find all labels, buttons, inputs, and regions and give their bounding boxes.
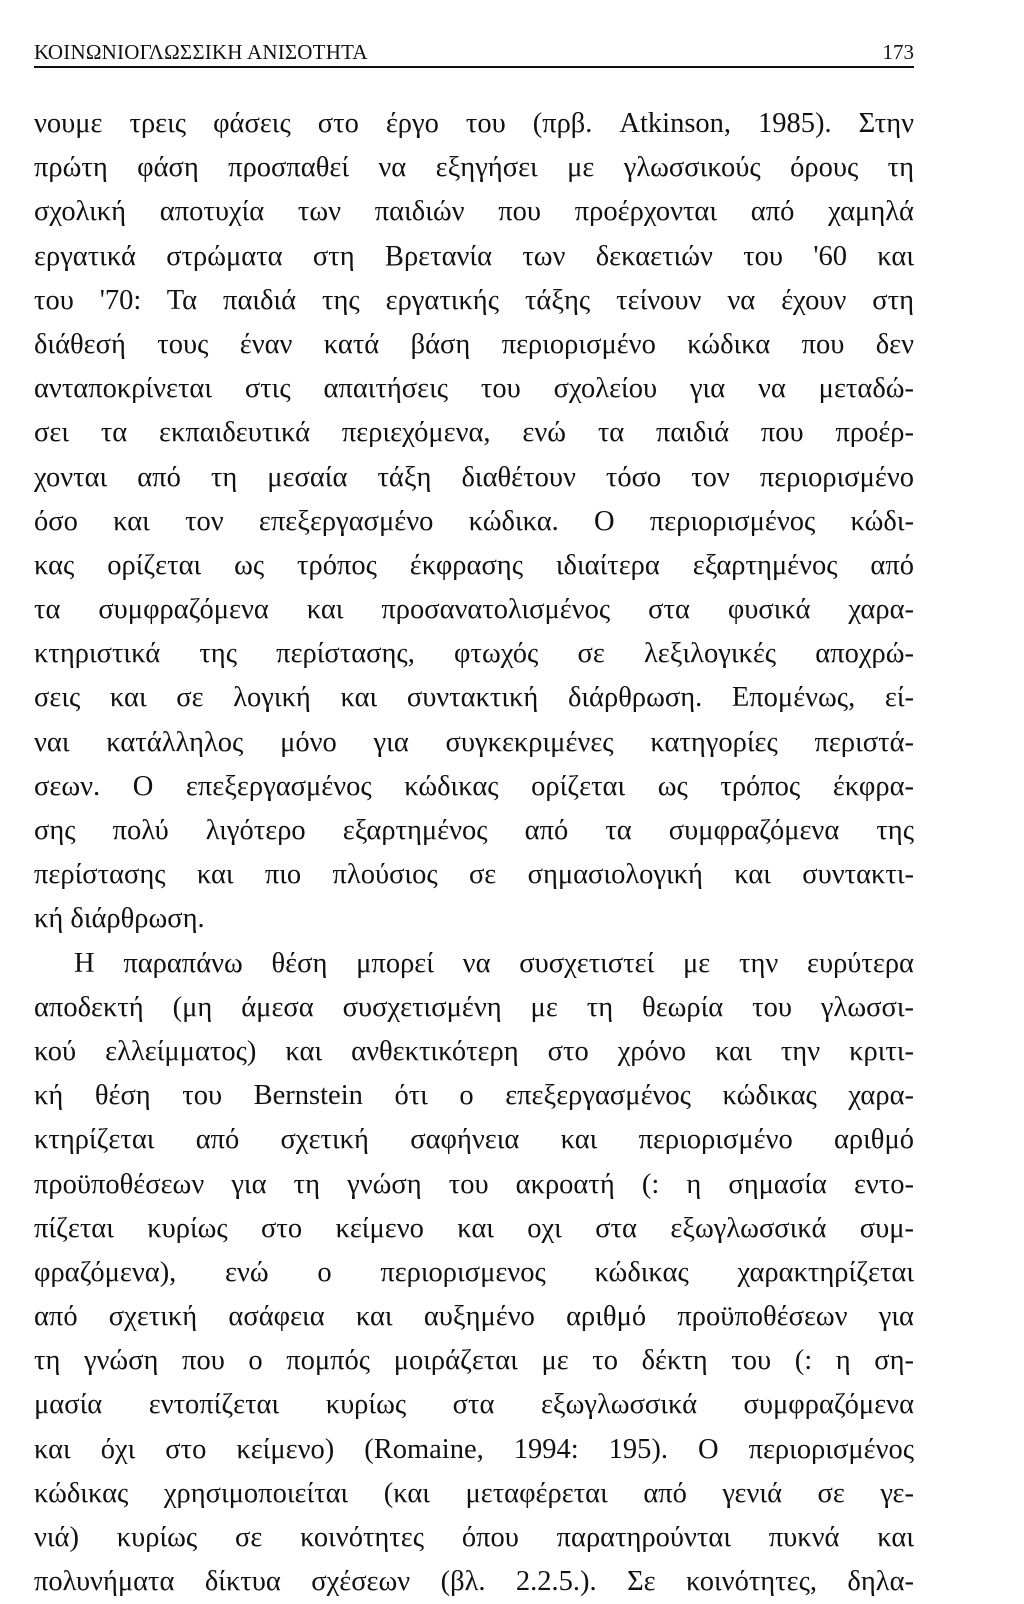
text-line: κτηριστικά της περίστασης, φτωχός σε λεξιλογικές αποχρώ-	[34, 638, 914, 670]
text-line: προϋποθέσεων για τη γνώση του ακροατή (: η σημασία εντο-	[34, 1168, 914, 1200]
text-line: αποδεκτή (μη άμεσα συσχετισμένη με τη θεωρία του γλωσσι-	[34, 991, 914, 1023]
running-header	[34, 0, 914, 68]
text-line: κή θέση του Bernstein ότι ο επεξεργασμένος κώδικας χαρα-	[34, 1080, 914, 1112]
page-number: 173	[882, 40, 914, 64]
text-line: από σχετική ασάφεια και αυξημένο αριθμό προϋποθέσεων για	[34, 1301, 914, 1333]
text-line: κτηρίζεται από σχετική σαφήνεια και περιορισμένο αριθμό	[34, 1124, 914, 1156]
text-line: τα συμφραζόμενα και προσανατολισμένος στα φυσικά χαρα-	[34, 594, 914, 626]
text-line: νιά) κυρίως σε κοινότητες όπου παρατηρούνται πυκνά και	[34, 1522, 914, 1553]
text-line: ανταποκρίνεται στις απαιτήσεις του σχολείου για να μεταδώ-	[34, 373, 914, 405]
text-line: εργατικά στρώματα στη Βρετανία των δεκαετιών του '60 και	[34, 240, 914, 272]
running-header-title: ΚΟΙΝΩΝΙΟΓΛΩΣΣΙΚΗ ΑΝΙΣΟΤΗΤΑ	[34, 40, 368, 64]
text-line: πρώτη φάση προσπαθεί να εξηγήσει με γλωσσικούς όρους τη	[34, 152, 914, 184]
text-line: του '70: Τα παιδιά της εργατικής τάξης τείνουν να έχουν στη	[34, 284, 914, 316]
text-line-paragraph-end: κή διάρθρωση.	[34, 903, 205, 935]
text-line: μασία εντοπίζεται κυρίως στα εξωγλωσσικά συμφραζόμενα	[34, 1389, 914, 1421]
text-line: όσο και τον επεξεργασμένο κώδικα. Ο περιορισμένος κώδι-	[34, 505, 914, 537]
text-line: διάθεσή τους έναν κατά βάση περιορισμένο κώδικα που δεν	[34, 328, 914, 360]
text-line: σχολική αποτυχία των παιδιών που προέρχονται από χαμηλά	[34, 196, 914, 228]
text-line: χονται από τη μεσαία τάξη διαθέτουν τόσο τον περιορισμένο	[34, 461, 914, 493]
book-page	[34, 0, 914, 1604]
text-line: κώδικας χρησιμοποιείται (και μεταφέρεται από γενιά σε γε-	[34, 1477, 914, 1509]
text-line: νουμε τρεις φάσεις στο έργο του (πρβ. Atkinson, 1985). Στην	[34, 108, 914, 139]
text-line: σει τα εκπαιδευτικά περιεχόμενα, ενώ τα παιδιά που προέρ-	[34, 417, 914, 449]
body-text	[34, 102, 914, 1604]
text-line: σης πολύ λιγότερο εξαρτημένος από τα συμφραζόμενα της	[34, 815, 914, 846]
text-line: και όχι στο κείμενο) (Romaine, 1994: 195). Ο περιορισμένος	[34, 1433, 914, 1465]
text-line: πίζεται κυρίως στο κείμενο και οχι στα εξωγλωσσικά συμ-	[34, 1212, 914, 1244]
text-line: φραζόμενα), ενώ ο περιορισμενος κώδικας χαρακτηρίζεται	[34, 1256, 914, 1288]
text-line: πολυνήματα δίκτυα σχέσεων (βλ. 2.2.5.). Σε κοινότητες, δηλα-	[34, 1566, 914, 1598]
text-line: σεις και σε λογική και συντακτική διάρθρωση. Επομένως, εί-	[34, 682, 914, 714]
text-line: κας ορίζεται ως τρόπος έκφρασης ιδιαίτερα εξαρτημένος από	[34, 549, 914, 581]
text-line: τη γνώση που ο πομπός μοιράζεται με το δέκτη του (: η ση-	[34, 1345, 914, 1377]
text-line: κού ελλείμματος) και ανθεκτικότερη στο χρόνο και την κριτι-	[34, 1035, 914, 1067]
text-line: ναι κατάλληλος μόνο για συγκεκριμένες κατηγορίες περιστά-	[34, 726, 914, 758]
text-line: περίστασης και πιο πλούσιος σε σημασιολογική και συντακτι-	[34, 859, 914, 891]
text-line: σεων. Ο επεξεργασμένος κώδικας ορίζεται ως τρόπος έκφρα-	[34, 770, 914, 802]
text-line-paragraph-start: Η παραπάνω θέση μπορεί να συσχετιστεί με την ευρύτερα	[74, 947, 914, 979]
